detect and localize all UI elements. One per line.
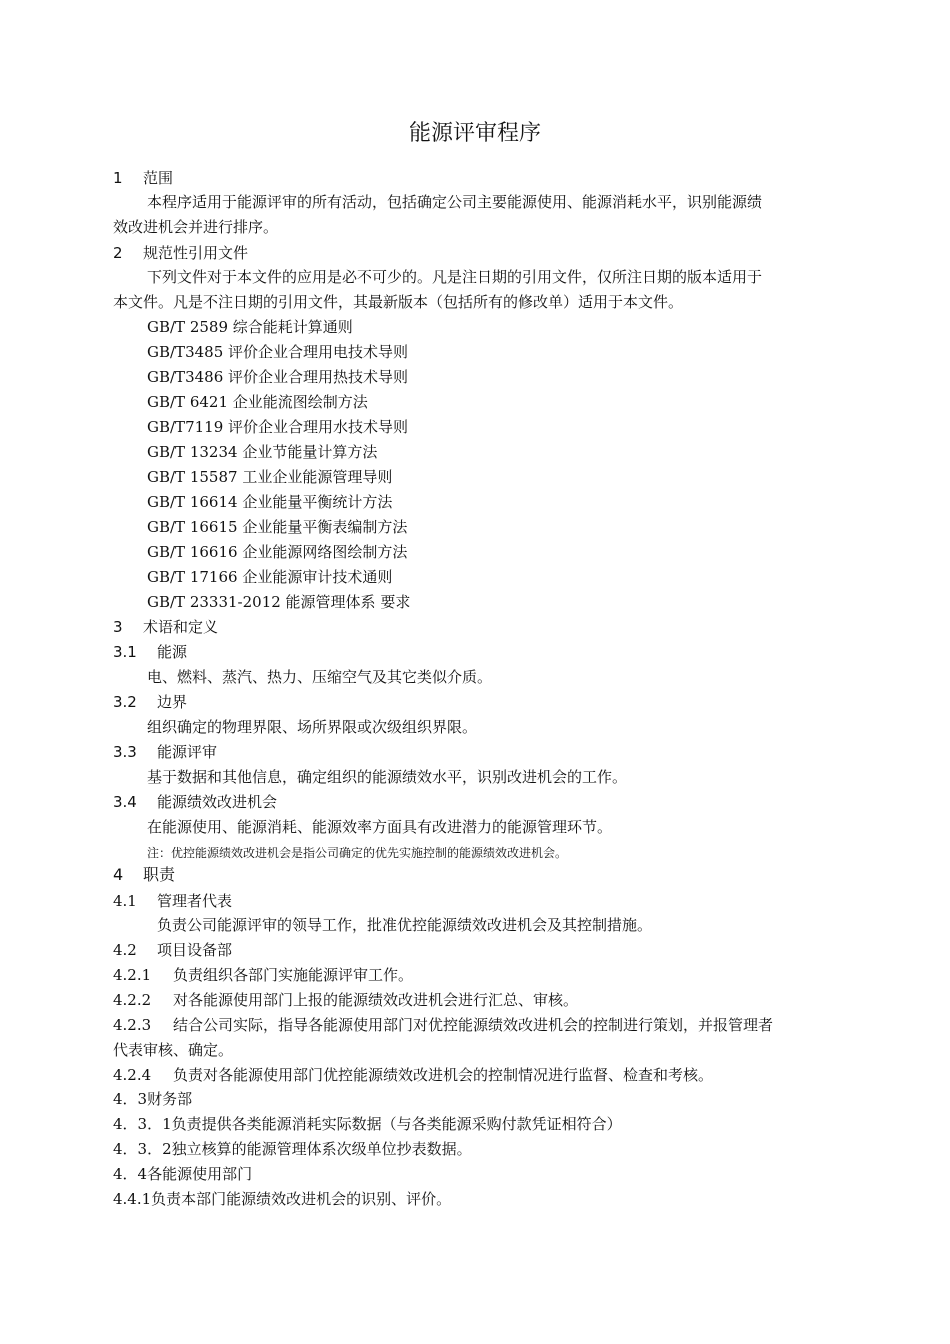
- standard-reference: GB/T3486 评价企业合理用热技术导则: [147, 368, 409, 386]
- subsection-heading: [113, 692, 187, 712]
- standard-reference: GB/T 13234 企业节能量计算方法: [147, 443, 378, 461]
- section-title: 术语和定义: [143, 618, 219, 636]
- section-heading: [113, 168, 173, 188]
- term-name: 边界: [157, 693, 188, 711]
- standard-reference: GB/T 2589 综合能耗计算通则: [147, 318, 353, 336]
- paragraph-line: 代表审核、确定。: [113, 1041, 234, 1059]
- standard-reference: GB/T7119 评价企业合理用水技术导则: [147, 418, 409, 436]
- subsection-number: 3.4: [113, 793, 137, 811]
- note-text: 注：优控能源绩效改进机会是指公司确定的优先实施控制的能源绩效改进机会。: [147, 846, 568, 860]
- subsection-heading: [113, 642, 187, 662]
- responsibility-item: [113, 990, 578, 1010]
- standard-reference: GB/T 16614 企业能量平衡统计方法: [147, 493, 393, 511]
- section-title: 职责: [143, 865, 176, 884]
- term-definition: 在能源使用、能源消耗、能源效率方面具有改进潜力的能源管理环节。: [147, 818, 613, 836]
- term-name: 能源: [157, 643, 188, 661]
- section-heading: [113, 243, 248, 263]
- standard-reference: GB/T 16616 企业能源网络图绘制方法: [147, 543, 408, 561]
- subsection-number: 3.2: [113, 693, 137, 711]
- section-heading: [113, 865, 175, 885]
- term-name: 能源绩效改进机会: [157, 793, 278, 811]
- section-number: 3: [113, 618, 123, 636]
- section-title: 范围: [143, 169, 174, 187]
- subsection-number: 3.3: [113, 743, 137, 761]
- item-number: 4.1: [113, 892, 137, 910]
- responsibility-item: [113, 1065, 713, 1085]
- item-text: 对各能源使用部门上报的能源绩效改进机会进行汇总、审核。: [173, 991, 579, 1009]
- item-text: 负责对各能源使用部门优控能源绩效改进机会的控制情况进行监督、检查和考核。: [173, 1066, 714, 1084]
- item-text: 负责组织各部门实施能源评审工作。: [173, 966, 414, 984]
- term-definition: 基于数据和其他信息，确定组织的能源绩效水平，识别改进机会的工作。: [147, 768, 628, 786]
- standard-reference: GB/T3485 评价企业合理用电技术导则: [147, 343, 409, 361]
- section-heading: [113, 617, 218, 637]
- item-number: 4.2.4: [113, 1066, 152, 1084]
- item-number: 4.2.3: [113, 1016, 152, 1034]
- standard-reference: GB/T 16615 企业能量平衡表编制方法: [147, 518, 408, 536]
- paragraph-line: 效改进机会并进行排序。: [113, 218, 279, 236]
- responsibility-heading: [113, 940, 232, 960]
- paragraph-line: 本程序适用于能源评审的所有活动，包括确定公司主要能源使用、能源消耗水平，识别能源绩: [147, 193, 763, 211]
- responsibility-item: 4.4.1负责本部门能源绩效改进机会的识别、评价。: [113, 1190, 452, 1208]
- subsection-heading: [113, 792, 277, 812]
- responsibility-item: [113, 1015, 773, 1035]
- section-number: 2: [113, 244, 123, 262]
- term-definition: 电、燃料、蒸汽、热力、压缩空气及其它类似介质。: [147, 668, 493, 686]
- standard-reference: GB/T 15587 工业企业能源管理导则: [147, 468, 393, 486]
- paragraph-line: 下列文件对于本文件的应用是必不可少的。凡是注日期的引用文件，仅所注日期的版本适用于: [147, 268, 763, 286]
- responsibility-item: [113, 965, 413, 985]
- item-text: 结合公司实际，指导各能源使用部门对优控能源绩效改进机会的控制进行策划，并报管理者: [173, 1016, 774, 1034]
- section-number: 4: [113, 865, 124, 884]
- responsibility-text: 负责公司能源评审的领导工作，批准优控能源绩效改进机会及其控制措施。: [157, 916, 653, 934]
- term-name: 能源评审: [157, 743, 218, 761]
- document-title: 能源评审程序: [408, 121, 541, 146]
- role-label: 项目设备部: [157, 941, 233, 959]
- standard-reference: GB/T 17166 企业能源审计技术通则: [147, 568, 393, 586]
- responsibility-item: 4．3．1负责提供各类能源消耗实际数据（与各类能源采购付款凭证相符合）: [113, 1115, 622, 1133]
- responsibility-item: 4．3．2独立核算的能源管理体系次级单位抄表数据。: [113, 1140, 472, 1158]
- role-label: 管理者代表: [157, 892, 233, 910]
- item-number: 4.2: [113, 941, 137, 959]
- item-number: 4.2.1: [113, 966, 152, 984]
- term-definition: 组织确定的物理界限、场所界限或次级组织界限。: [147, 718, 478, 736]
- subsection-number: 3.1: [113, 643, 137, 661]
- responsibility-heading: 4．3财务部: [113, 1090, 193, 1108]
- responsibility-heading: [113, 891, 232, 911]
- paragraph-line: 本文件。凡是不注日期的引用文件，其最新版本（包括所有的修改单）适用于本文件。: [113, 293, 684, 311]
- item-number: 4.2.2: [113, 991, 152, 1009]
- responsibility-heading: 4．4各能源使用部门: [113, 1165, 253, 1183]
- subsection-heading: [113, 742, 217, 762]
- standard-reference: GB/T 23331-2012 能源管理体系 要求: [147, 593, 411, 611]
- section-number: 1: [113, 169, 123, 187]
- standard-reference: GB/T 6421 企业能流图绘制方法: [147, 393, 368, 411]
- section-title: 规范性引用文件: [143, 244, 249, 262]
